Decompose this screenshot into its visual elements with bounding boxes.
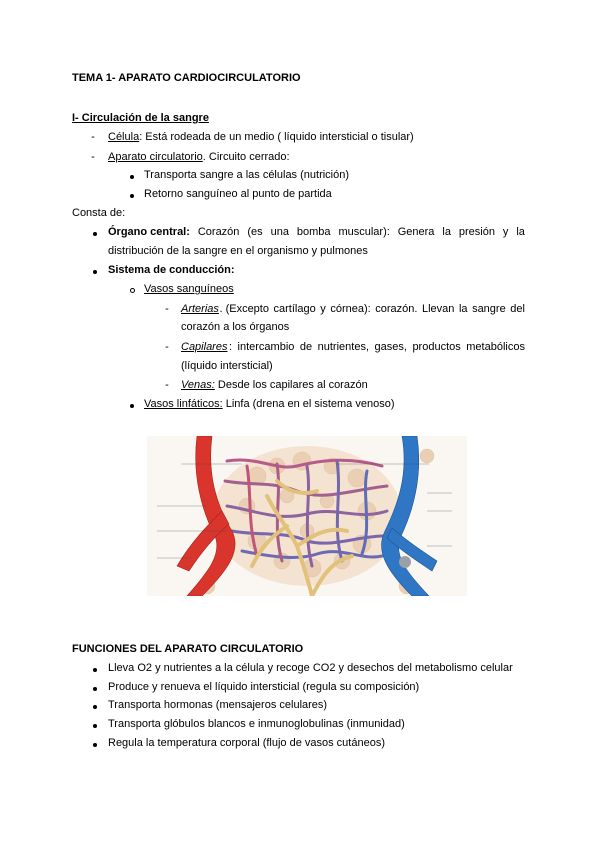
section-heading-circulacion: I- Circulación de la sangre [72,112,209,124]
vasos-sanguineos: Vasos sanguíneos [144,283,234,295]
arterias-line-2: corazón a los órganos [181,321,290,333]
consta-label: Consta de: [72,207,126,219]
section-heading-funciones: FUNCIONES DEL APARATO CIRCULATORIO [72,643,304,655]
funcion-item-4: Transporta glóbulos blancos e inmunoglobulinas (inmunidad) [108,718,405,730]
organo-line-2: distribución de la sangre en el organismo y pulmones [108,245,368,257]
dash-bullet: - [91,131,95,143]
bullet-circle [130,288,135,293]
arterias-line-1: Arterias . (Excepto cartílago y córnea): corazón. Llevan la sangre del [181,303,525,315]
bullet-dot [93,743,97,747]
list-item-celula: Célula: Está rodeada de un medio ( líquido intersticial o tisular) [108,131,414,143]
bullet-dot [130,175,134,179]
capillary-bed-illustration [147,436,467,596]
funcion-item-3: Transporta hormonas (mensajeros celulares) [108,699,328,711]
bullet-dot [93,687,97,691]
organo-line-1: Órgano central: Corazón (es una bomba muscular): Genera la presión y la [108,226,525,238]
dash-bullet: - [91,151,95,163]
capillary-bed-svg [147,436,467,596]
funcion-item-5: Regula la temperatura corporal (flujo de vasos cutáneos) [108,737,385,749]
capilares-line-1: Capilares : intercambio de nutrientes, gases, productos metabólicos [181,341,525,353]
valve-icon [399,556,411,568]
sistema-conduccion: Sistema de conducción: [108,264,235,276]
dash-bullet: - [165,341,169,353]
list-item-aparato: Aparato circulatorio. Circuito cerrado: [108,151,290,163]
bullet-dot [93,668,97,672]
dash-bullet: - [165,303,169,315]
venas-item: Venas: Desde los capilares al corazón [181,379,368,391]
bullet-dot [93,724,97,728]
sub-item-transporta: Transporta sangre a las células (nutrición) [144,169,350,181]
dash-bullet: - [165,379,169,391]
vasos-linfaticos: Vasos linfáticos: Linfa (drena en el sistema venoso) [144,398,395,410]
bullet-dot [93,270,97,274]
bullet-dot [93,705,97,709]
sub-item-retorno: Retorno sanguíneo al punto de partida [144,188,332,200]
bullet-dot [130,404,134,408]
bullet-dot [130,194,134,198]
funcion-item-2: Produce y renueva el líquido intersticial (regula su composición) [108,681,420,693]
bullet-dot [93,232,97,236]
document-title: TEMA 1- APARATO CARDIOCIRCULATORIO [72,72,301,84]
capilares-line-2: (líquido intersticial) [181,360,273,372]
funcion-item-1: Lleva O2 y nutrientes a la célula y recoge CO2 y desechos del metabolismo celular [108,662,513,674]
